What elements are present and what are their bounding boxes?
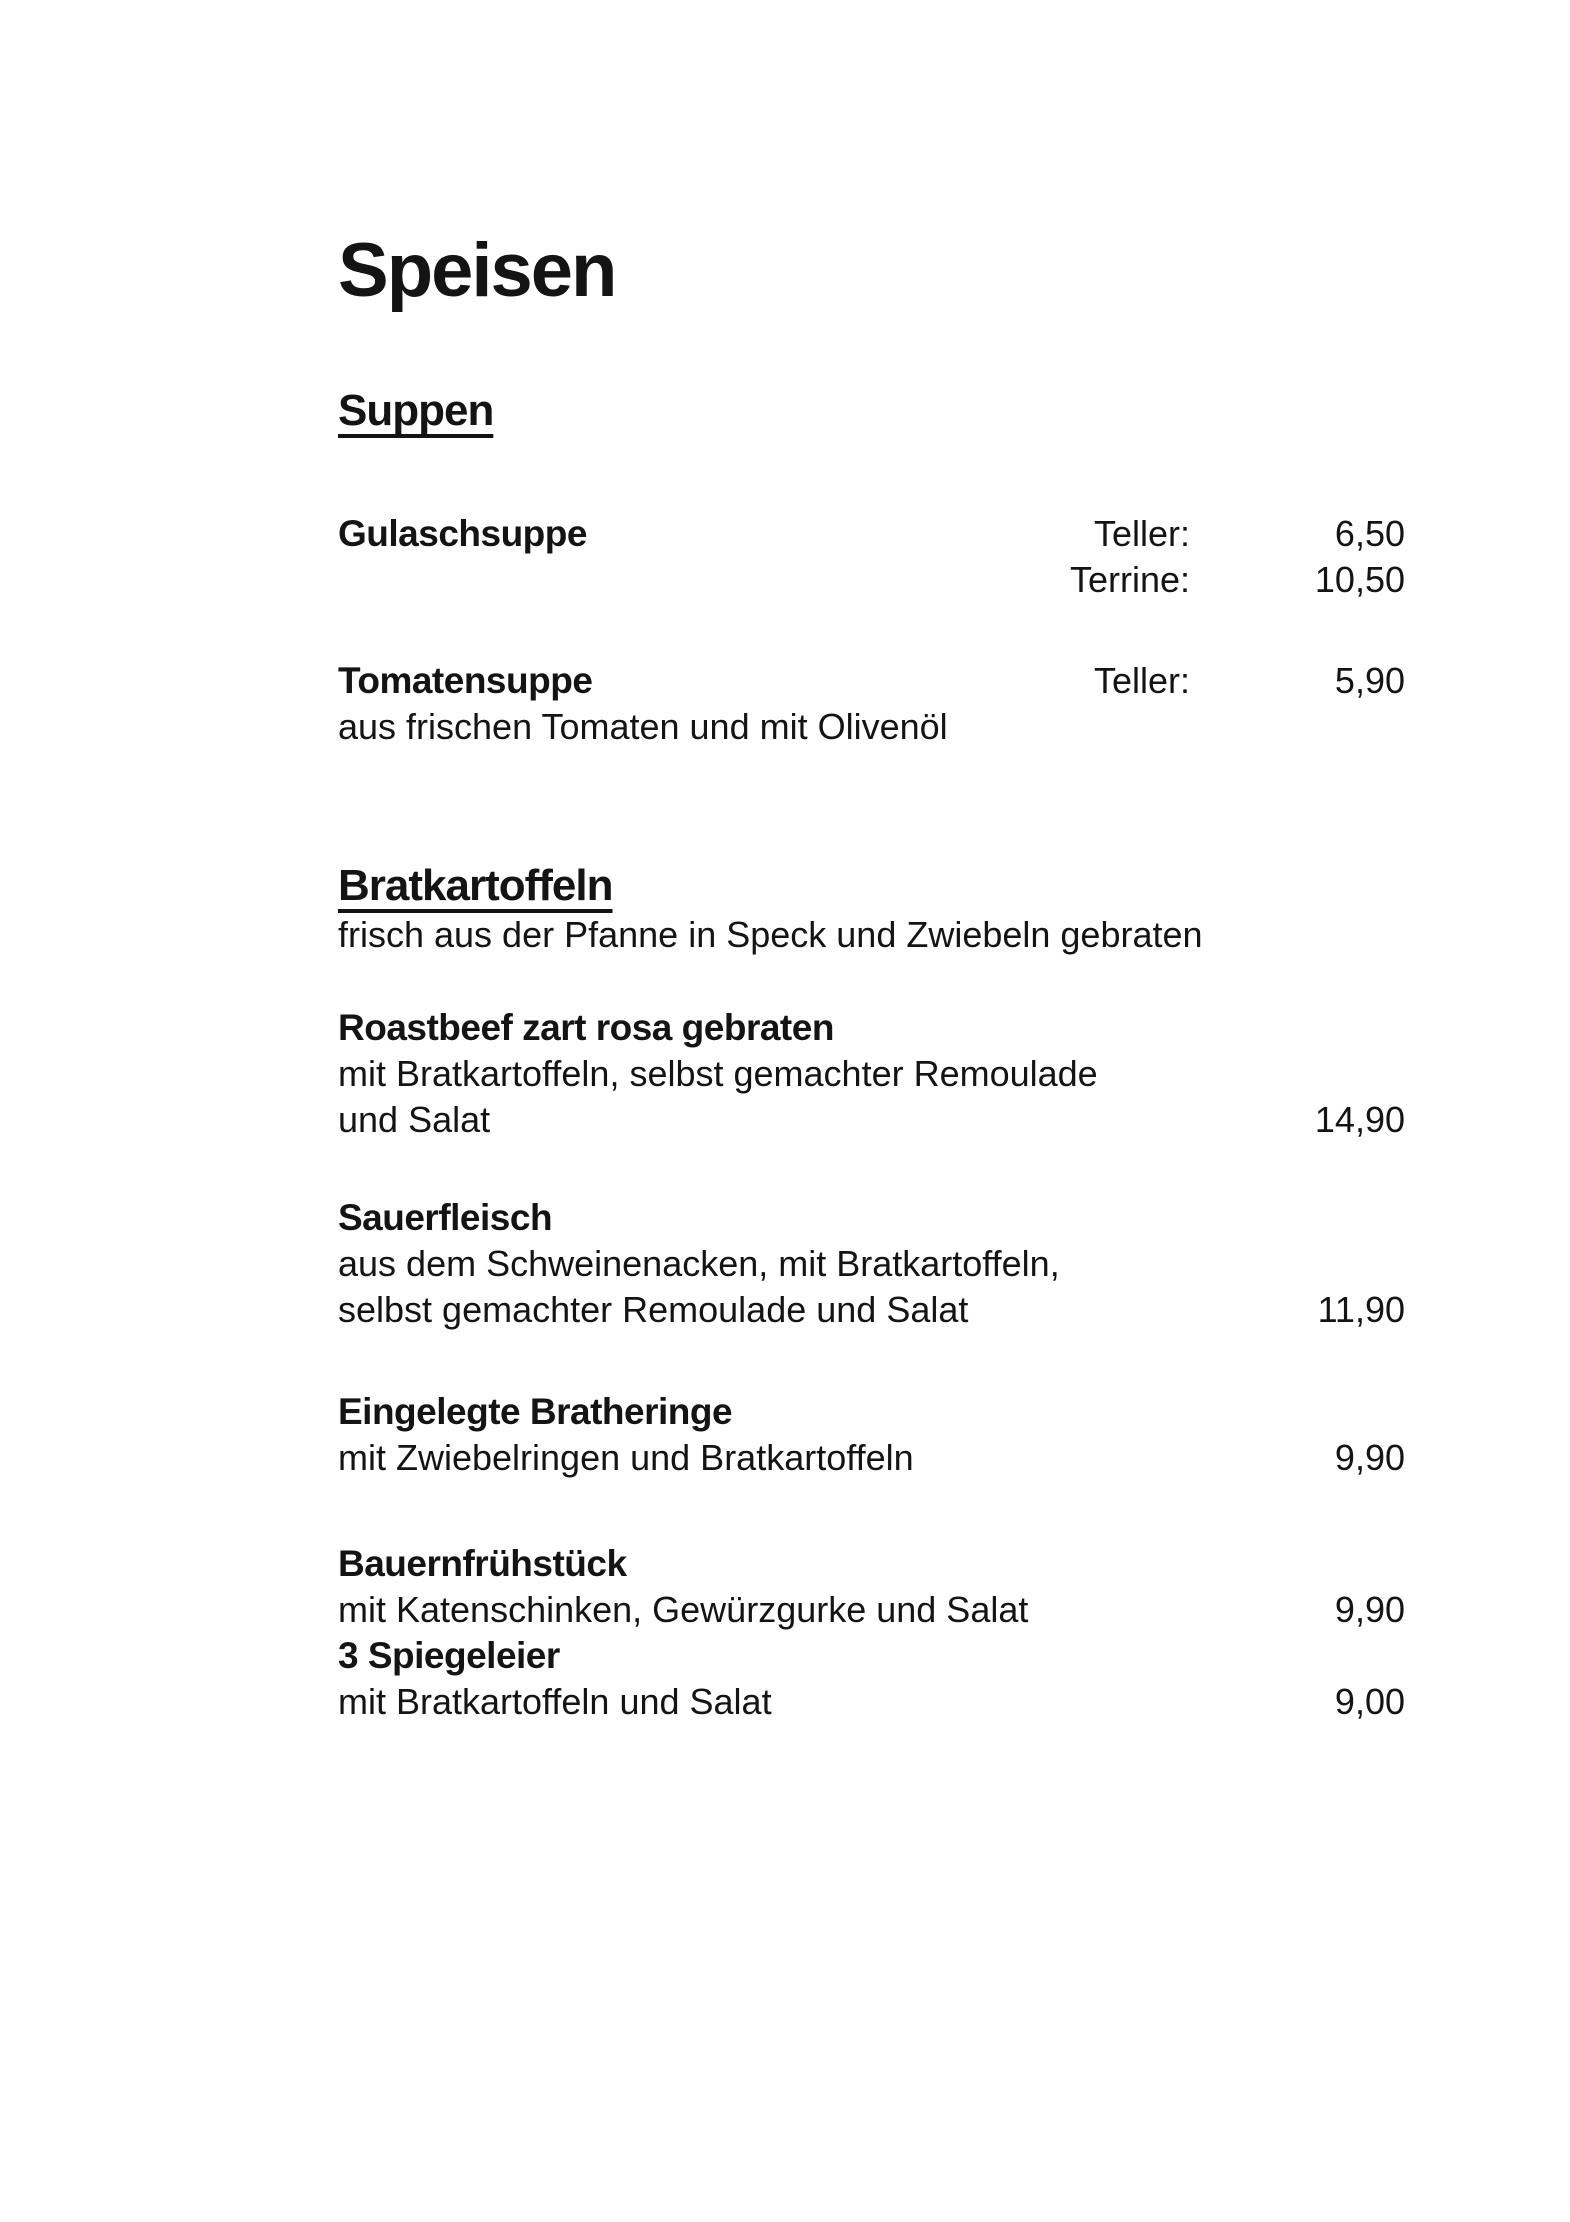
item-description-line: selbst gemachter Remoulade und Salat xyxy=(338,1289,969,1330)
page-title: Speisen xyxy=(338,228,616,313)
menu-item-spiegeleier xyxy=(338,1633,1405,1725)
menu-item-row xyxy=(338,1195,1405,1241)
price-size-label: Terrine: xyxy=(1069,559,1190,600)
menu-item-row xyxy=(338,1633,1405,1679)
price-size-label: Teller: xyxy=(1093,660,1190,701)
price-value: 10,50 xyxy=(1314,559,1405,600)
item-name: Tomatensuppe xyxy=(338,660,593,701)
price-value: 6,50 xyxy=(1334,513,1405,554)
section-heading-bratkartoffeln xyxy=(338,860,1405,912)
section-heading-bratkartoffeln-text: Bratkartoffeln xyxy=(338,861,613,910)
price-value: 9,90 xyxy=(1334,1437,1405,1478)
menu-item-tomatensuppe xyxy=(338,658,1405,750)
section-bratkartoffeln xyxy=(338,860,1405,1725)
item-description-line: aus dem Schweinenacken, mit Bratkartoffeln, xyxy=(338,1243,1060,1284)
section-suppen xyxy=(338,385,1405,750)
menu-item-row xyxy=(338,658,1405,704)
price-value: 9,00 xyxy=(1334,1681,1405,1722)
menu-item-row xyxy=(338,1679,1405,1725)
menu-item-row xyxy=(338,1051,1405,1097)
item-name: Sauerfleisch xyxy=(338,1197,553,1238)
menu-item-roastbeef xyxy=(338,1005,1405,1143)
menu-item-row xyxy=(338,1005,1405,1051)
price-size-label: Teller: xyxy=(1093,513,1190,554)
section-heading-suppen xyxy=(338,385,1405,437)
menu-item-row xyxy=(338,1389,1405,1435)
item-description: aus frischen Tomaten und mit Olivenöl xyxy=(338,706,948,747)
item-description-line: mit Bratkartoffeln und Salat xyxy=(338,1681,772,1722)
menu-item-sauerfleisch xyxy=(338,1195,1405,1333)
menu-item-gulaschsuppe xyxy=(338,511,1405,603)
item-name: Eingelegte Bratheringe xyxy=(338,1391,733,1432)
menu-item-row xyxy=(338,1097,1405,1143)
item-name: Bauernfrühstück xyxy=(338,1543,627,1584)
item-description-line: mit Katenschinken, Gewürzgurke und Salat xyxy=(338,1589,1029,1630)
item-name: 3 Spiegeleier xyxy=(338,1635,560,1676)
menu-item-row xyxy=(338,557,1405,603)
menu-item-row xyxy=(338,511,1405,557)
menu-item-row xyxy=(338,1587,1405,1633)
menu-item-bratheringe xyxy=(338,1389,1405,1481)
item-name: Gulaschsuppe xyxy=(338,513,587,554)
menu-item-row xyxy=(338,1241,1405,1287)
section-subtitle: frisch aus der Pfanne in Speck und Zwiebeln gebraten xyxy=(338,914,1203,955)
menu-item-row xyxy=(338,1541,1405,1587)
menu-item-row xyxy=(338,1435,1405,1481)
item-description-line: und Salat xyxy=(338,1099,491,1140)
price-value: 11,90 xyxy=(1317,1289,1405,1330)
item-description-line: mit Bratkartoffeln, selbst gemachter Remoulade xyxy=(338,1053,1098,1094)
menu-item-row xyxy=(338,1287,1405,1333)
menu-item-row xyxy=(338,704,1405,750)
item-name: Roastbeef zart rosa gebraten xyxy=(338,1007,834,1048)
price-value: 5,90 xyxy=(1334,660,1405,701)
section-heading-suppen-text: Suppen xyxy=(338,386,494,435)
price-value: 14,90 xyxy=(1314,1099,1405,1140)
menu-item-bauernfruehstueck xyxy=(338,1541,1405,1633)
price-value: 9,90 xyxy=(1334,1589,1405,1630)
item-description-line: mit Zwiebelringen und Bratkartoffeln xyxy=(338,1437,914,1478)
